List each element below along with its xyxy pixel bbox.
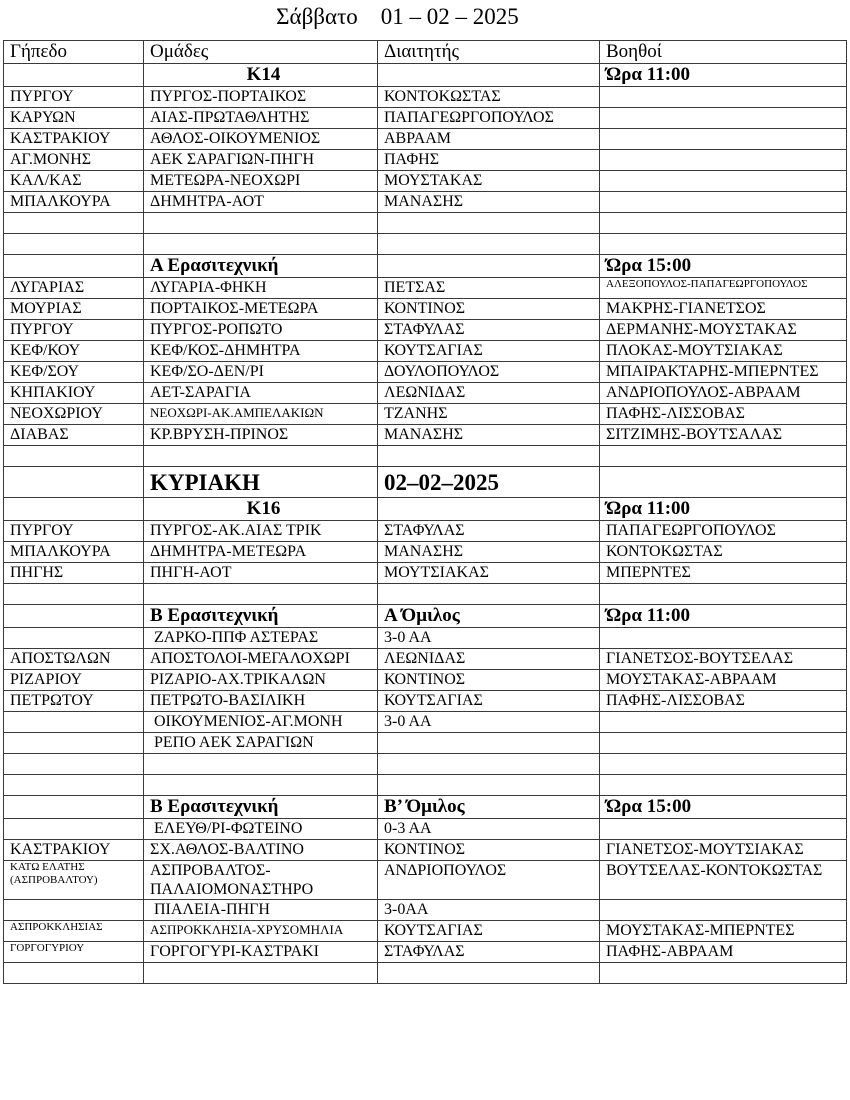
- section-group: Κ14: [144, 64, 378, 87]
- table-row: [4, 942, 847, 963]
- assistants-cell: [600, 819, 847, 840]
- referee-cell: ΜΑΝΑΣΗΣ: [378, 425, 600, 446]
- assistants-cell: ΠΑΦΗΣ-ΛΙΣΣΟΒΑΣ: [600, 404, 847, 425]
- section-time: Ώρα 11:00: [600, 605, 847, 628]
- teams-cell: ΔΗΜΗΤΡΑ-ΜΕΤΕΩΡΑ: [144, 542, 378, 563]
- venue-cell: ΑΠΟΣΤΩΛΩΝ: [4, 649, 144, 670]
- referee-cell: ΣΤΑΦΥΛΑΣ: [378, 942, 600, 963]
- teams-cell: [144, 963, 378, 984]
- venue-cell: ΠΥΡΓΟΥ: [4, 320, 144, 341]
- venue-cell: [4, 64, 144, 87]
- teams-cell: ΓΟΡΓΟΓΥΡΙ-ΚΑΣΤΡΑΚΙ: [144, 942, 378, 963]
- referee-cell: [378, 963, 600, 984]
- teams-cell: ΠΥΡΓΟΣ-ΠΟΡΤΑΙΚΟΣ: [144, 87, 378, 108]
- teams-cell: ΡΙΖΑΡΙΟ-ΑΧ.ΤΡΙΚΑΛΩΝ: [144, 670, 378, 691]
- referee-cell: 3-0 ΑΑ: [378, 628, 600, 649]
- referee-cell: [378, 498, 600, 521]
- teams-cell: ΟΙΚΟΥΜΕΝΙΟΣ-ΑΓ.ΜΟΝΗ: [144, 712, 378, 733]
- venue-cell: ΑΣΠΡΟΚΚΛΗΣΙΑΣ: [4, 921, 144, 942]
- section-group: Α Ερασιτεχνική: [144, 255, 378, 278]
- teams-cell: ΑΣΠΡΟΒΑΛΤΟΣ-ΠΑΛΑΙΟΜΟΝΑΣΤΗΡΟ: [144, 861, 378, 900]
- column-header-teams: Ομάδες: [144, 41, 378, 64]
- table-row: [4, 563, 847, 584]
- teams-cell: ΚΕΦ/ΣΟ-ΔΕΝ/ΡΙ: [144, 362, 378, 383]
- assistants-cell: [600, 754, 847, 775]
- venue-cell: [4, 467, 144, 498]
- referee-cell: ΚΟΝΤΙΝΟΣ: [378, 670, 600, 691]
- section-time: Ώρα 11:00: [600, 498, 847, 521]
- empty-row: [4, 584, 847, 605]
- table-row: [4, 299, 847, 320]
- teams-cell: ΑΙΑΣ-ΠΡΩΤΑΘΛΗΤΗΣ: [144, 108, 378, 129]
- referee-cell: [378, 733, 600, 754]
- referee-cell: ΑΒΡΑΑΜ: [378, 129, 600, 150]
- assistants-cell: ΠΑΦΗΣ-ΛΙΣΣΟΒΑΣ: [600, 691, 847, 712]
- teams-cell: ΑΕΚ ΣΑΡΑΓΙΩΝ-ΠΗΓΗ: [144, 150, 378, 171]
- page-title: Σάββατο 01 – 02 – 2025: [276, 4, 519, 29]
- teams-cell: ΚΕΦ/ΚΟΣ-ΔΗΜΗΤΡΑ: [144, 341, 378, 362]
- teams-cell: ΣΧ.ΑΘΛΟΣ-ΒΑΛΤΙΝΟ: [144, 840, 378, 861]
- teams-cell: ΑΕΤ-ΣΑΡΑΓΙΑ: [144, 383, 378, 404]
- assistants-cell: [600, 150, 847, 171]
- empty-row: [4, 754, 847, 775]
- column-header-venue: Γήπεδο: [4, 41, 144, 64]
- teams-cell: ΚΡ.ΒΡΥΣΗ-ΠΡΙΝΟΣ: [144, 425, 378, 446]
- venue-cell: [4, 446, 144, 467]
- venue-cell: [4, 963, 144, 984]
- table-header-row: [4, 41, 847, 64]
- table-row: [4, 649, 847, 670]
- teams-cell: ΑΣΠΡΟΚΚΛΗΣΙΑ-ΧΡΥΣΟΜΗΛΙΑ: [144, 921, 378, 942]
- empty-row: [4, 446, 847, 467]
- teams-cell: ΠΙΑΛΕΙΑ-ΠΗΓΗ: [144, 900, 378, 921]
- table-row: [4, 87, 847, 108]
- assistants-cell: [600, 234, 847, 255]
- referee-cell: [378, 234, 600, 255]
- referee-cell: 3-0 ΑΑ: [378, 712, 600, 733]
- venue-cell: ΚΑΤΩ ΕΛΑΤΗΣ (ΑΣΠΡΟΒΑΛΤΟΥ): [4, 861, 144, 900]
- teams-cell: ΛΥΓΑΡΙΑ-ΦΗΚΗ: [144, 278, 378, 299]
- assistants-cell: ΣΙΤΖΙΜΗΣ-ΒΟΥΤΣΑΛΑΣ: [600, 425, 847, 446]
- assistants-cell: ΠΑΠΑΓΕΩΡΓΟΠΟΥΛΟΣ: [600, 521, 847, 542]
- assistants-cell: ΑΝΔΡΙΟΠΟΥΛΟΣ-ΑΒΡΑΑΜ: [600, 383, 847, 404]
- table-row: [4, 341, 847, 362]
- venue-cell: [4, 796, 144, 819]
- venue-cell: ΚΕΦ/ΚΟΥ: [4, 341, 144, 362]
- section-pool: Β’ Όμιλος: [378, 796, 600, 819]
- assistants-cell: [600, 87, 847, 108]
- venue-cell: ΚΑΛ/ΚΑΣ: [4, 171, 144, 192]
- teams-cell: ΝΕΟΧΩΡΙ-ΑΚ.ΑΜΠΕΛΑΚΙΩΝ: [144, 404, 378, 425]
- section-group: Β Ερασιτεχνική: [144, 605, 378, 628]
- referee-cell: ΜΑΝΑΣΗΣ: [378, 192, 600, 213]
- venue-cell: ΑΓ.ΜΟΝΗΣ: [4, 150, 144, 171]
- teams-cell: ΔΗΜΗΤΡΑ-ΑΟΤ: [144, 192, 378, 213]
- teams-cell: ΡΕΠΟ ΑΕΚ ΣΑΡΑΓΙΩΝ: [144, 733, 378, 754]
- assistants-cell: [600, 213, 847, 234]
- assistants-cell: ΜΟΥΣΤΑΚΑΣ-ΑΒΡΑΑΜ: [600, 670, 847, 691]
- section-time: Ώρα 11:00: [600, 64, 847, 87]
- venue-cell: ΜΠΑΛΚΟΥΡΑ: [4, 542, 144, 563]
- section-header: [4, 64, 847, 87]
- assistants-cell: ΚΟΝΤΟΚΩΣΤΑΣ: [600, 542, 847, 563]
- teams-cell: [144, 584, 378, 605]
- assistants-cell: [600, 446, 847, 467]
- referee-cell: [378, 255, 600, 278]
- referee-cell: ΚΟΝΤΙΝΟΣ: [378, 840, 600, 861]
- teams-cell: ΑΠΟΣΤΟΛΟΙ-ΜΕΓΑΛΟΧΩΡΙ: [144, 649, 378, 670]
- assistants-cell: ΠΛΟΚΑΣ-ΜΟΥΤΣΙΑΚΑΣ: [600, 341, 847, 362]
- referee-cell: ΤΖΑΝΗΣ: [378, 404, 600, 425]
- venue-cell: [4, 819, 144, 840]
- venue-cell: ΠΥΡΓΟΥ: [4, 521, 144, 542]
- teams-cell: ΠΟΡΤΑΙΚΟΣ-ΜΕΤΕΩΡΑ: [144, 299, 378, 320]
- empty-row: [4, 963, 847, 984]
- venue-cell: ΚΑΣΤΡΑΚΙΟΥ: [4, 840, 144, 861]
- referee-cell: ΚΟΥΤΣΑΓΙΑΣ: [378, 691, 600, 712]
- referee-cell: 3-0ΑΑ: [378, 900, 600, 921]
- table-row: [4, 278, 847, 299]
- venue-cell: ΝΕΟΧΩΡΙΟΥ: [4, 404, 144, 425]
- assistants-cell: ΓΙΑΝΕΤΣΟΣ-ΒΟΥΤΣΕΛΑΣ: [600, 649, 847, 670]
- empty-row: [4, 213, 847, 234]
- assistants-cell: [600, 775, 847, 796]
- assistants-cell: ΒΟΥΤΣΕΛΑΣ-ΚΟΝΤΟΚΩΣΤΑΣ: [600, 861, 847, 900]
- table-row: [4, 819, 847, 840]
- venue-cell: ΚΗΠΑΚΙΟΥ: [4, 383, 144, 404]
- referee-cell: ΚΟΝΤΟΚΩΣΤΑΣ: [378, 87, 600, 108]
- assistants-cell: [600, 171, 847, 192]
- referee-cell: ΜΑΝΑΣΗΣ: [378, 542, 600, 563]
- section-group: Κ16: [144, 498, 378, 521]
- day-date: 02–02–2025: [378, 467, 600, 498]
- schedule-table: [3, 40, 847, 984]
- referee-cell: ΛΕΩΝΙΔΑΣ: [378, 649, 600, 670]
- table-row: [4, 900, 847, 921]
- referee-cell: ΠΕΤΣΑΣ: [378, 278, 600, 299]
- venue-cell: [4, 754, 144, 775]
- section-group: Β Ερασιτεχνική: [144, 796, 378, 819]
- teams-cell: [144, 234, 378, 255]
- assistants-cell: [600, 584, 847, 605]
- table-row: [4, 921, 847, 942]
- empty-row: [4, 775, 847, 796]
- section-header: [4, 605, 847, 628]
- table-row: [4, 691, 847, 712]
- assistants-cell: [600, 129, 847, 150]
- teams-cell: ΜΕΤΕΩΡΑ-ΝΕΟΧΩΡΙ: [144, 171, 378, 192]
- assistants-cell: [600, 108, 847, 129]
- teams-cell: ΠΥΡΓΟΣ-ΑΚ.ΑΙΑΣ ΤΡΙΚ: [144, 521, 378, 542]
- table-row: [4, 192, 847, 213]
- teams-cell: [144, 213, 378, 234]
- venue-cell: ΠΕΤΡΩΤΟΥ: [4, 691, 144, 712]
- section-header: [4, 498, 847, 521]
- assistants-cell: ΠΑΦΗΣ-ΑΒΡΑΑΜ: [600, 942, 847, 963]
- table-row: [4, 670, 847, 691]
- assistants-cell: ΜΠΑΙΡΑΚΤΑΡΗΣ-ΜΠΕΡΝΤΕΣ: [600, 362, 847, 383]
- teams-cell: ΠΥΡΓΟΣ-ΡΟΠΩΤΟ: [144, 320, 378, 341]
- assistants-cell: [600, 900, 847, 921]
- referee-cell: [378, 213, 600, 234]
- teams-cell: [144, 775, 378, 796]
- assistants-cell: [600, 733, 847, 754]
- referee-cell: [378, 584, 600, 605]
- venue-cell: ΠΥΡΓΟΥ: [4, 87, 144, 108]
- table-row: [4, 320, 847, 341]
- venue-cell: ΠΗΓΗΣ: [4, 563, 144, 584]
- teams-cell: ΠΕΤΡΩΤΟ-ΒΑΣΙΛΙΚΗ: [144, 691, 378, 712]
- referee-cell: 0-3 ΑΑ: [378, 819, 600, 840]
- table-row: [4, 628, 847, 649]
- referee-cell: [378, 754, 600, 775]
- teams-cell: ΠΗΓΗ-ΑΟΤ: [144, 563, 378, 584]
- venue-cell: ΚΕΦ/ΣΟΥ: [4, 362, 144, 383]
- table-row: [4, 171, 847, 192]
- venue-cell: [4, 255, 144, 278]
- section-pool: Α Όμιλος: [378, 605, 600, 628]
- venue-cell: ΜΠΑΛΚΟΥΡΑ: [4, 192, 144, 213]
- assistants-cell: [600, 963, 847, 984]
- teams-cell: [144, 446, 378, 467]
- assistants-cell: ΜΟΥΣΤΑΚΑΣ-ΜΠΕΡΝΤΕΣ: [600, 921, 847, 942]
- venue-cell: ΔΙΑΒΑΣ: [4, 425, 144, 446]
- assistants-cell: ΑΛΕΞΟΠΟΥΛΟΣ-ΠΑΠΑΓΕΩΡΓΟΠΟΥΛΟΣ: [600, 278, 847, 299]
- section-header: [4, 796, 847, 819]
- referee-cell: ΣΤΑΦΥΛΑΣ: [378, 521, 600, 542]
- referee-cell: ΚΟΥΤΣΑΓΙΑΣ: [378, 341, 600, 362]
- table-row: [4, 542, 847, 563]
- day-banner-row: [4, 467, 847, 498]
- table-row: [4, 861, 847, 900]
- venue-cell: [4, 498, 144, 521]
- referee-cell: ΚΟΝΤΙΝΟΣ: [378, 299, 600, 320]
- assistants-cell: ΜΑΚΡΗΣ-ΓΙΑΝΕΤΣΟΣ: [600, 299, 847, 320]
- table-row: [4, 108, 847, 129]
- table-row: [4, 150, 847, 171]
- referee-cell: ΛΕΩΝΙΔΑΣ: [378, 383, 600, 404]
- venue-cell: ΓΟΡΓΟΓΥΡΙΟΥ: [4, 942, 144, 963]
- assistants-cell: ΔΕΡΜΑΝΗΣ-ΜΟΥΣΤΑΚΑΣ: [600, 320, 847, 341]
- venue-cell: [4, 733, 144, 754]
- venue-cell: [4, 584, 144, 605]
- referee-cell: ΣΤΑΦΥΛΑΣ: [378, 320, 600, 341]
- teams-cell: ΕΛΕΥΘ/ΡΙ-ΦΩΤΕΙΝΟ: [144, 819, 378, 840]
- venue-cell: ΛΥΓΑΡΙΑΣ: [4, 278, 144, 299]
- table-row: [4, 840, 847, 861]
- venue-cell: [4, 775, 144, 796]
- referee-cell: ΜΟΥΣΤΑΚΑΣ: [378, 171, 600, 192]
- referee-cell: [378, 775, 600, 796]
- table-row: [4, 383, 847, 404]
- table-row: [4, 404, 847, 425]
- teams-cell: ΖΑΡΚΟ-ΠΠΦ ΑΣΤΕΡΑΣ: [144, 628, 378, 649]
- table-row: [4, 733, 847, 754]
- table-row: [4, 521, 847, 542]
- referee-cell: ΠΑΠΑΓΕΩΡΓΟΠΟΥΛΟΣ: [378, 108, 600, 129]
- assistants-cell: [600, 467, 847, 498]
- column-header-assistants: Βοηθοί: [600, 41, 847, 64]
- venue-cell: ΡΙΖΑΡΙΟΥ: [4, 670, 144, 691]
- teams-cell: ΑΘΛΟΣ-ΟΙΚΟΥΜΕΝΙΟΣ: [144, 129, 378, 150]
- assistants-cell: ΓΙΑΝΕΤΣΟΣ-ΜΟΥΤΣΙΑΚΑΣ: [600, 840, 847, 861]
- table-row: [4, 129, 847, 150]
- referee-cell: ΠΑΦΗΣ: [378, 150, 600, 171]
- venue-cell: ΜΟΥΡΙΑΣ: [4, 299, 144, 320]
- day-label: ΚΥΡΙΑΚΗ: [144, 467, 378, 498]
- venue-cell: ΚΑΣΤΡΑΚΙΟΥ: [4, 129, 144, 150]
- venue-cell: [4, 628, 144, 649]
- assistants-cell: [600, 628, 847, 649]
- column-header-referee: Διαιτητής: [378, 41, 600, 64]
- venue-cell: [4, 234, 144, 255]
- table-row: [4, 362, 847, 383]
- venue-cell: [4, 605, 144, 628]
- referee-cell: ΑΝΔΡΙΟΠΟΥΛΟΣ: [378, 861, 600, 900]
- empty-row: [4, 234, 847, 255]
- assistants-cell: [600, 712, 847, 733]
- table-row: [4, 425, 847, 446]
- referee-cell: ΔΟΥΛΟΠΟΥΛΟΣ: [378, 362, 600, 383]
- table-row: [4, 712, 847, 733]
- venue-cell: [4, 213, 144, 234]
- venue-cell: [4, 712, 144, 733]
- venue-cell: [4, 900, 144, 921]
- section-time: Ώρα 15:00: [600, 255, 847, 278]
- teams-cell: [144, 754, 378, 775]
- assistants-cell: ΜΠΕΡΝΤΕΣ: [600, 563, 847, 584]
- assistants-cell: [600, 192, 847, 213]
- referee-cell: [378, 446, 600, 467]
- venue-cell: ΚΑΡΥΩΝ: [4, 108, 144, 129]
- section-time: Ώρα 15:00: [600, 796, 847, 819]
- referee-cell: ΜΟΥΤΣΙΑΚΑΣ: [378, 563, 600, 584]
- referee-cell: [378, 64, 600, 87]
- section-header: [4, 255, 847, 278]
- referee-cell: ΚΟΥΤΣΑΓΙΑΣ: [378, 921, 600, 942]
